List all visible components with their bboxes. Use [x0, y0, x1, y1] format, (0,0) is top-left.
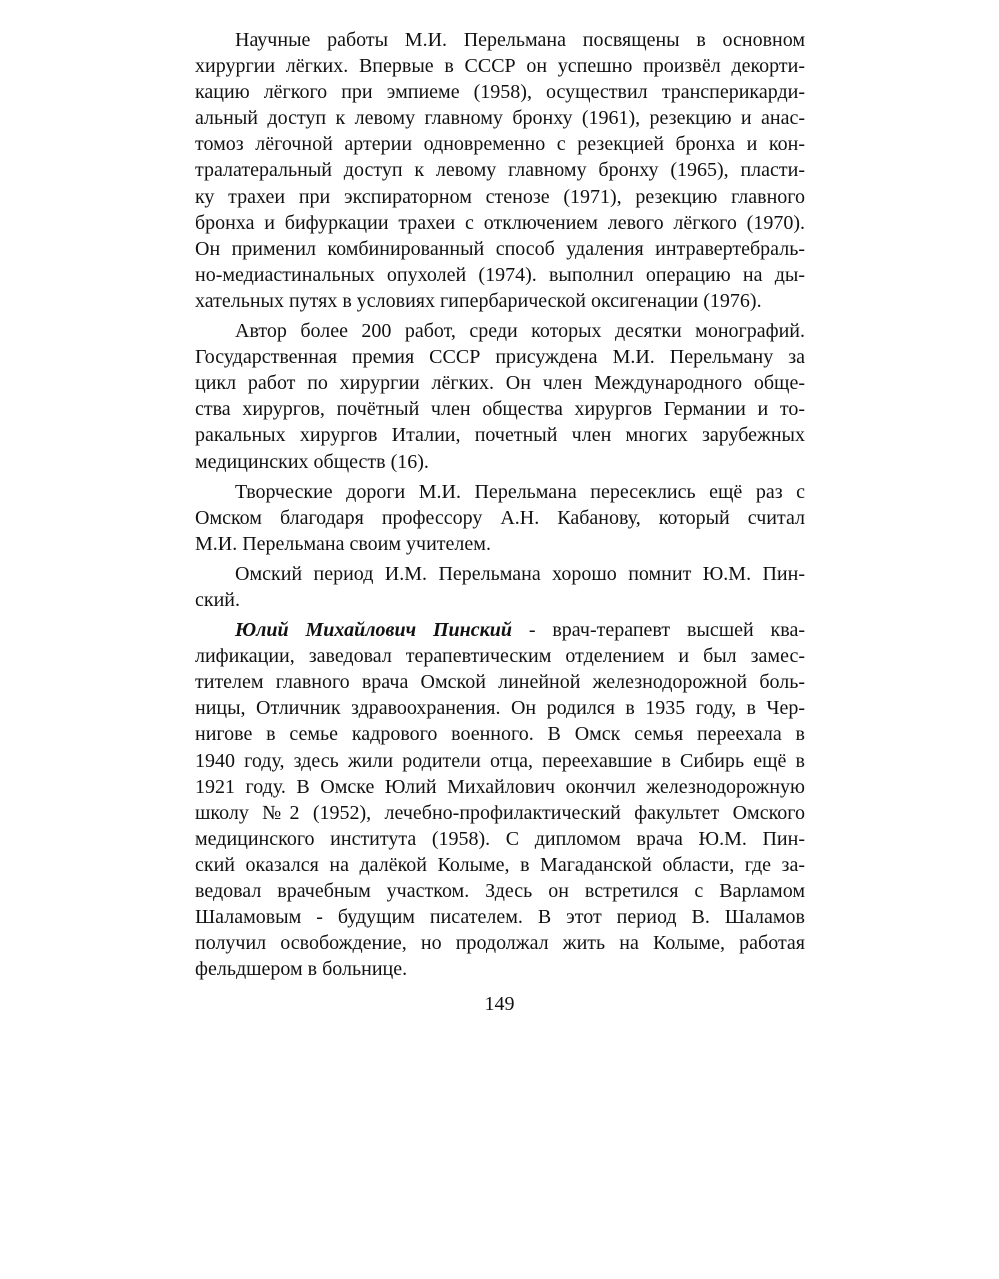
text-line: 1940 году, здесь жили родители отца, переехавшие в Сибирь ещё в: [195, 749, 805, 772]
text-line: цикл работ по хирургии лёгких. Он член Международного обще-: [195, 372, 805, 395]
text-fragment: - врач-терапевт высшей ква-: [511, 619, 805, 642]
person-name: Юлий Михайлович Пинский: [235, 619, 512, 642]
text-line: но-медиастинальных опухолей (1974). выполнил операцию на ды-: [195, 263, 805, 286]
paragraph-2: [195, 318, 805, 475]
page-body: [195, 27, 805, 986]
text-line: Шаламовым - будущим писателем. В этот период В. Шаламов: [195, 906, 805, 929]
text-line: медицинского института (1958). С дипломом врача Ю.М. Пин-: [195, 827, 805, 850]
text-line: 1921 году. В Омске Юлий Михайлович окончил железнодорожную: [195, 775, 805, 798]
text-line: Омском благодаря профессору А.Н. Кабанову, который считал: [195, 506, 805, 529]
paragraph-3: [195, 479, 805, 557]
paragraph-1: [195, 27, 805, 314]
text-line: Автор более 200 работ, среди которых десятки монографий.: [235, 320, 805, 343]
text-line: медицинских обществ (16).: [195, 450, 429, 473]
text-line: лификации, заведовал терапевтическим отделением и был замес-: [195, 645, 805, 668]
text-line: Он применил комбинированный способ удаления интравертебраль-: [195, 237, 805, 260]
text-line: томоз лёгочной артерии одновременно с резекцией бронха и кон-: [195, 133, 805, 156]
text-line: нигове в семье кадрового военного. В Омск семья переехала в: [195, 723, 805, 746]
text-line: ский.: [195, 588, 240, 611]
text-line: Государственная премия СССР присуждена М.И. Перельману за: [195, 346, 805, 369]
text-line: Творческие дороги М.И. Перельмана пересеклись ещё раз с: [235, 480, 805, 503]
paragraph-5: [195, 617, 805, 982]
text-line: альный доступ к левому главному бронху (1961), резекцию и анас-: [195, 107, 805, 130]
text-line: ведовал врачебным участком. Здесь он встретился с Варламом: [195, 880, 805, 902]
text-line: ракальных хирургов Италии, почетный член многих зарубежных: [195, 424, 805, 447]
text-line: ства хирургов, почётный член общества хирургов Германии и то-: [195, 398, 805, 421]
text-line: ский оказался на далёкой Колыме, в Магаданской области, где за-: [195, 853, 805, 876]
text-line-with-name: [195, 617, 805, 643]
text-line: ку трахеи при экспираторном стенозе (1971), резекцию главного: [195, 185, 805, 208]
text-line: бронха и бифуркации трахеи с отключением левого лёгкого (1970).: [195, 211, 805, 234]
text-line: школу №2 (1952), лечебно-профилактический факультет Омского: [195, 801, 805, 824]
paragraph-4: [195, 561, 805, 613]
page-number: 149: [484, 993, 515, 1015]
text-line: М.И. Перельмана своим учителем.: [195, 532, 491, 555]
text-line: кацию лёгкого при эмпиеме (1958), осуществил трансперикарди-: [195, 81, 805, 104]
text-line: Научные работы М.И. Перельмана посвящены в основном: [235, 29, 805, 51]
text-line: хирургии лёгких. Впервые в СССР он успешно произвёл декорти-: [195, 55, 805, 78]
text-line: ницы, Отличник здравоохранения. Он родился в 1935 году, в Чер-: [195, 697, 805, 720]
text-line: фельдшером в больнице.: [195, 958, 408, 981]
text-line: получил освобождение, но продолжал жить на Колыме, работая: [195, 932, 805, 955]
text-line: Омский период И.М. Перельмана хорошо помнит Ю.М. Пин-: [235, 562, 805, 585]
text-line: тралатеральный доступ к левому главному бронху (1965), пласти-: [195, 159, 805, 182]
text-line: тителем главного врача Омской линейной железнодорожной боль-: [195, 671, 805, 694]
text-line: хательных путях в условиях гипербарической оксигенации (1976).: [195, 289, 762, 312]
